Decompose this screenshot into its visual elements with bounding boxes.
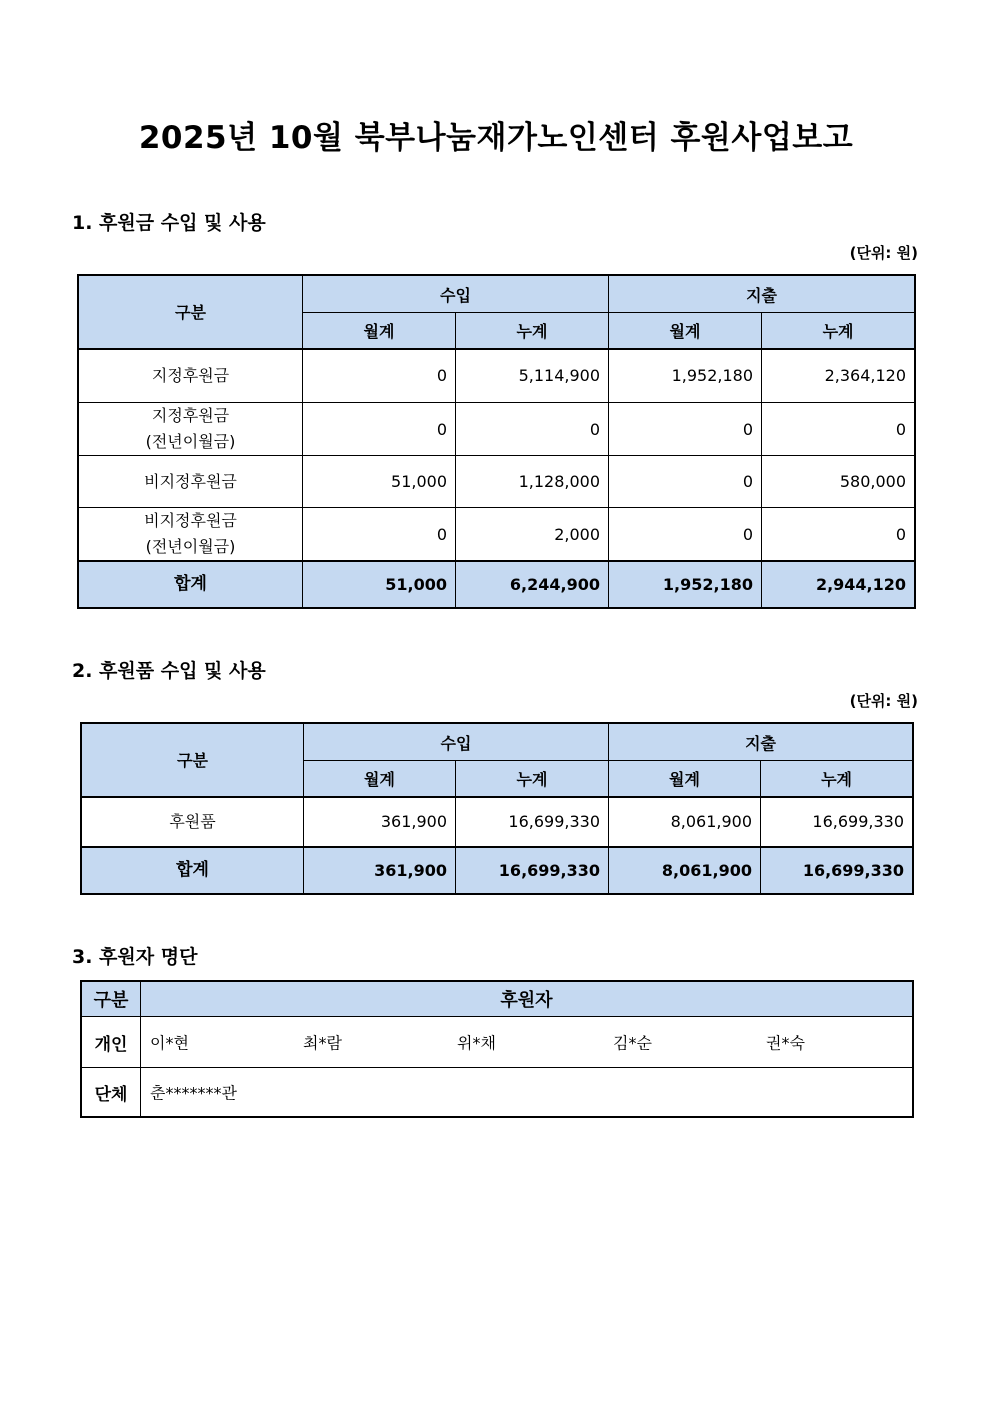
section1-title: 1. 후원금 수입 및 사용 [72, 212, 266, 234]
row-label [79, 456, 303, 508]
income-monthly-cell: 51,000 [303, 456, 456, 508]
income-cumulative-cell: 0 [456, 403, 609, 456]
page-title: 2025년 10월 북부나눔재가노인센터 후원사업보고 [138, 120, 854, 156]
expense-monthly-cell: 0 [609, 403, 762, 456]
total-row [82, 847, 913, 894]
row-label-text: 지정후원금 [151, 406, 230, 425]
expense-cumulative-cell: 2,364,120 [762, 349, 915, 403]
donor-name: 이*현 [150, 1033, 189, 1053]
total-expense-monthly: 8,061,900 [609, 847, 761, 894]
row-label [79, 403, 303, 456]
header-expense-cumulative: 누계 [761, 761, 913, 797]
row-label [79, 349, 303, 403]
header-income-monthly: 월계 [303, 313, 456, 349]
header-expense: 지출 [609, 724, 913, 761]
expense-monthly-cell: 0 [609, 508, 762, 562]
header-category: 구분 [79, 276, 303, 349]
row-label-text: 비지정후원금 [144, 511, 237, 530]
total-income-cumulative: 6,244,900 [456, 561, 609, 607]
header-income-monthly: 월계 [304, 761, 456, 797]
donor-name: 춘*******관 [150, 1083, 237, 1103]
total-expense-cumulative: 2,944,120 [762, 561, 915, 607]
donation-money-table [78, 275, 915, 608]
donor-name: 위*채 [457, 1033, 496, 1053]
section1-unit: (단위: 원) [849, 244, 918, 262]
header-expense-cumulative: 누계 [762, 313, 915, 349]
header-income-cumulative: 누계 [456, 313, 609, 349]
total-expense-monthly: 1,952,180 [609, 561, 762, 607]
table-row [79, 508, 915, 562]
header-category: 구분 [82, 982, 141, 1017]
header-income-cumulative: 누계 [456, 761, 609, 797]
expense-cumulative-cell: 16,699,330 [761, 797, 913, 847]
header-expense-monthly: 월계 [609, 761, 761, 797]
table-row [79, 349, 915, 403]
total-income-monthly: 51,000 [303, 561, 456, 607]
income-monthly-cell: 0 [303, 349, 456, 403]
table-row [82, 797, 913, 847]
income-monthly-cell: 0 [303, 508, 456, 562]
group-label: 단체 [82, 1068, 141, 1117]
row-label-subtext: (전년이월금) [145, 537, 236, 556]
donation-goods-table [81, 723, 913, 894]
expense-monthly-cell: 8,061,900 [609, 797, 761, 847]
header-income: 수입 [303, 276, 609, 313]
income-cumulative-cell: 1,128,000 [456, 456, 609, 508]
income-cumulative-cell: 16,699,330 [456, 797, 609, 847]
total-expense-cumulative: 16,699,330 [761, 847, 913, 894]
total-label: 합계 [79, 561, 303, 607]
income-monthly-cell: 361,900 [304, 797, 456, 847]
income-monthly-cell: 0 [303, 403, 456, 456]
header-category: 구분 [82, 724, 304, 797]
total-label: 합계 [82, 847, 304, 894]
expense-monthly-cell: 1,952,180 [609, 349, 762, 403]
total-income-monthly: 361,900 [304, 847, 456, 894]
group-donors-cell [141, 1068, 913, 1117]
total-income-cumulative: 16,699,330 [456, 847, 609, 894]
row-label: 후원품 [82, 797, 304, 847]
header-donors: 후원자 [141, 982, 913, 1017]
row-label-subtext: (전년이월금) [145, 432, 236, 451]
total-row [79, 561, 915, 607]
individual-donors-cell [141, 1017, 913, 1068]
expense-cumulative-cell: 0 [762, 508, 915, 562]
donor-name: 권*숙 [766, 1033, 805, 1053]
expense-cumulative-cell: 0 [762, 403, 915, 456]
individual-label: 개인 [82, 1017, 141, 1068]
section2-title: 2. 후원품 수입 및 사용 [72, 660, 266, 682]
donor-list-table [81, 981, 913, 1117]
donor-name: 김*순 [613, 1033, 652, 1053]
donor-row-individual [82, 1017, 913, 1068]
donor-row-group [82, 1068, 913, 1117]
donor-name: 최*람 [303, 1033, 342, 1053]
table-row [79, 403, 915, 456]
income-cumulative-cell: 2,000 [456, 508, 609, 562]
table-row [79, 456, 915, 508]
expense-cumulative-cell: 580,000 [762, 456, 915, 508]
expense-monthly-cell: 0 [609, 456, 762, 508]
row-label-text: 지정후원금 [151, 365, 230, 385]
income-cumulative-cell: 5,114,900 [456, 349, 609, 403]
section2-unit: (단위: 원) [849, 692, 918, 710]
header-income: 수입 [304, 724, 609, 761]
row-label [79, 508, 303, 562]
row-label-text: 비지정후원금 [144, 471, 237, 491]
header-expense: 지출 [609, 276, 915, 313]
section3-title: 3. 후원자 명단 [72, 946, 198, 968]
header-expense-monthly: 월계 [609, 313, 762, 349]
